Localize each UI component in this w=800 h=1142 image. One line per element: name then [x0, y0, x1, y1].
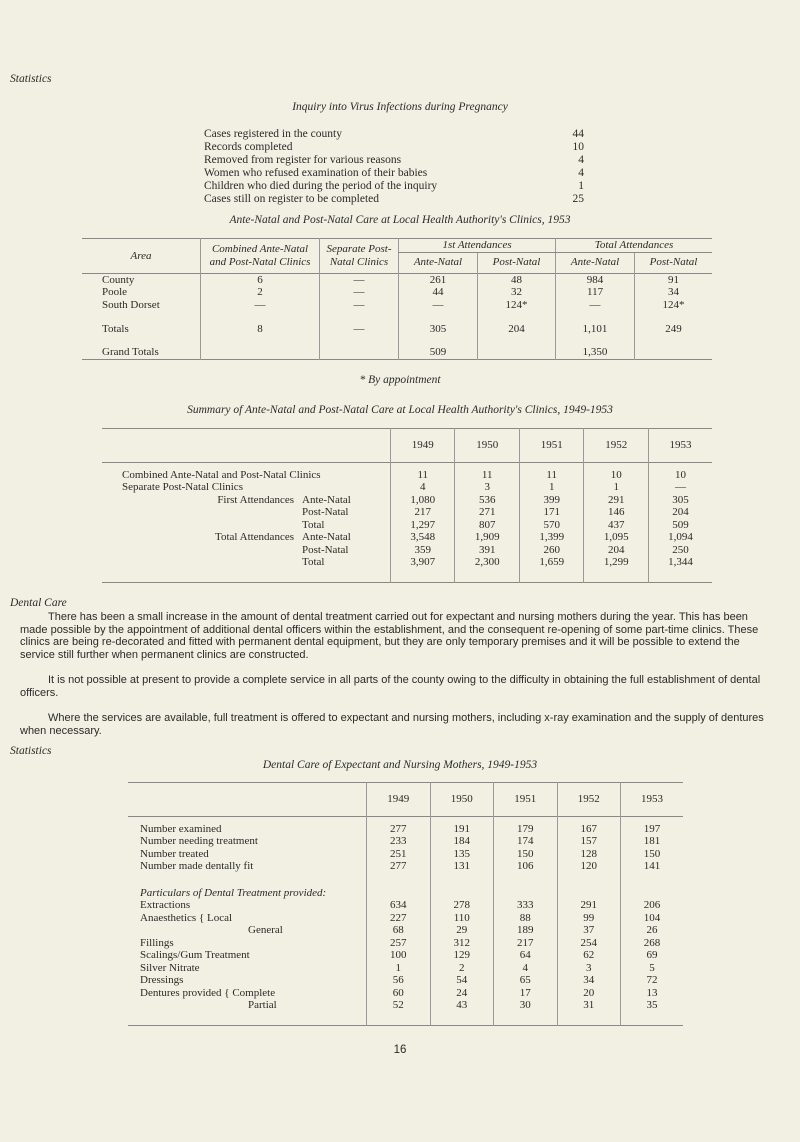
row-name: Ante-Natal [302, 493, 351, 506]
cell [201, 335, 320, 359]
cell: 570 [519, 519, 583, 532]
row-name: Ante-Natal [302, 531, 351, 543]
table-row [128, 912, 683, 925]
row-name: Dressings [140, 974, 184, 986]
row-label [102, 494, 391, 507]
table2-title: Summary of Ante-Natal and Post-Natal Care at Local Health Authority's Clinics, 1949-1953 [187, 404, 613, 416]
row-label [102, 531, 391, 544]
cell: 509 [399, 335, 478, 359]
inquiry-title: Inquiry into Virus Infections during Pregnancy [292, 101, 508, 113]
row-label: South Dorset [102, 298, 160, 311]
cell: 11 [391, 469, 455, 482]
spacer-cell [519, 569, 583, 583]
year-header: 1952 [557, 783, 621, 817]
table-row [128, 999, 683, 1012]
table-row [102, 506, 712, 519]
cell: 4 [391, 481, 455, 494]
inquiry-value: 1 [578, 180, 584, 192]
subheading: Particulars of Dental Treatment provided: [140, 886, 327, 899]
spacer-cell [621, 1012, 684, 1026]
spacer-cell [430, 1012, 494, 1026]
cell: 10 [648, 469, 712, 482]
table-row [102, 481, 712, 494]
cell: 20 [557, 987, 621, 1000]
spacer-cell [367, 1012, 431, 1026]
inquiry-item [204, 167, 584, 180]
blank-cell [621, 873, 684, 900]
cell: 251 [367, 848, 431, 861]
col-first-post: Post-Natal [477, 252, 555, 273]
row-name: Scalings/Gum Treatment [140, 949, 250, 961]
cell: 312 [430, 937, 494, 950]
table-row [82, 286, 712, 299]
cell: 54 [430, 974, 494, 987]
inquiry-value: 25 [572, 193, 584, 205]
cell: 167 [557, 823, 621, 836]
cell: 128 [557, 848, 621, 861]
table1-title: Ante-Natal and Post-Natal Care at Local Health Authority's Clinics, 1953 [229, 214, 571, 226]
cell: 69 [621, 949, 684, 962]
cell: 34 [557, 974, 621, 987]
cell: 260 [519, 544, 583, 557]
dental-heading: Dental Care [10, 597, 67, 609]
spacer-cell [648, 569, 712, 583]
cell: 141 [621, 860, 684, 873]
cell: 217 [391, 506, 455, 519]
cell: 3,548 [391, 531, 455, 544]
cell: 17 [494, 987, 558, 1000]
cell: 4 [494, 962, 558, 975]
row-name: Combined Ante-Natal and Post-Natal Clinics [122, 468, 321, 481]
cell: 807 [455, 519, 519, 532]
cell: 277 [367, 823, 431, 836]
year-header: 1949 [367, 783, 431, 817]
cell: 261 [399, 273, 478, 286]
cell: 174 [494, 835, 558, 848]
cell: 124* [477, 299, 555, 312]
cell: 1,095 [584, 531, 648, 544]
cell: — [320, 311, 399, 335]
ante-post-natal-table [82, 238, 712, 360]
cell: 72 [621, 974, 684, 987]
cell: 291 [557, 899, 621, 912]
inquiry-item [204, 141, 584, 154]
table-row [102, 556, 712, 569]
cell: 44 [399, 286, 478, 299]
row-label: Poole [102, 286, 128, 298]
cell: 106 [494, 860, 558, 873]
cell: 227 [367, 912, 431, 925]
inquiry-value: 4 [578, 154, 584, 166]
cell: 1,094 [648, 531, 712, 544]
cell: 91 [635, 273, 712, 286]
cell: 257 [367, 937, 431, 950]
cell [635, 335, 712, 359]
cell: 131 [430, 860, 494, 873]
row-name: Post-Natal [302, 543, 349, 556]
year-header: 1951 [494, 783, 558, 817]
spacer-cell [557, 1012, 621, 1026]
cell: 3,907 [391, 556, 455, 569]
cell: 32 [477, 286, 555, 299]
cell: — [320, 299, 399, 312]
cell [320, 335, 399, 359]
cell: 291 [584, 494, 648, 507]
cell: 181 [621, 835, 684, 848]
table-row [128, 937, 683, 950]
table-row [82, 311, 712, 335]
cell: 150 [621, 848, 684, 861]
inquiry-value: 10 [572, 141, 584, 153]
row-name: Separate Post-Natal Clinics [122, 481, 243, 493]
row-name: Fillings [140, 936, 174, 949]
cell: 2 [201, 286, 320, 299]
row-group: Total Attendances [215, 531, 294, 543]
cell: 1,297 [391, 519, 455, 532]
header-row [102, 429, 712, 463]
cell: 1,909 [455, 531, 519, 544]
spacer [128, 1012, 683, 1026]
cell: — [320, 273, 399, 286]
cell: 104 [621, 912, 684, 925]
spacer-cell [128, 1012, 367, 1026]
cell: 135 [430, 848, 494, 861]
inquiry-item [204, 193, 584, 206]
table-row [128, 860, 683, 873]
cell: 1,659 [519, 556, 583, 569]
spacer-cell [494, 1012, 558, 1026]
table-row [128, 848, 683, 861]
cell: — [556, 299, 635, 312]
table-row [128, 949, 683, 962]
inquiry-item [204, 154, 584, 167]
cell: 171 [519, 506, 583, 519]
inquiry-item [204, 180, 584, 193]
cell: 34 [635, 286, 712, 299]
row-name: Number needing treatment [140, 835, 258, 847]
table-row [82, 273, 712, 286]
table-row [102, 544, 712, 557]
cell: 278 [430, 899, 494, 912]
page-number: 16 [393, 1044, 407, 1056]
cell: 35 [621, 999, 684, 1012]
cell: 249 [635, 311, 712, 335]
row-name: Silver Nitrate [140, 961, 200, 974]
cell: 254 [557, 937, 621, 950]
cell: 157 [557, 835, 621, 848]
cell: 120 [557, 860, 621, 873]
cell: 204 [477, 311, 555, 335]
subheading-row [128, 873, 683, 900]
header-row [128, 783, 683, 817]
inquiry-label: Women who refused examination of their babies [204, 167, 428, 179]
table-row [82, 299, 712, 312]
cell: 305 [648, 494, 712, 507]
header-blank [102, 429, 391, 463]
col-area: Area [130, 249, 152, 262]
dental-paragraph-1: There has been a small increase in the amount of dental treatment carried out for expectant and nursing mothers during the year. This has been made possible by the appointment of additional dental officers within the establishment, and the consequent re-opening of some part-time clinics. These clinics are being re-decorated and fitted with permanent dental equipment, but they are only temporary premises and it will be possible to extend the service still further when permanent clinics are constructed. [20, 611, 759, 661]
cell: 62 [557, 949, 621, 962]
row-label [128, 987, 367, 1000]
cell: 359 [391, 544, 455, 557]
table-row [128, 924, 683, 937]
cell: 437 [584, 519, 648, 532]
row-label [128, 937, 367, 950]
cell: 509 [648, 519, 712, 532]
inquiry-label: Records completed [204, 141, 293, 153]
header-blank [128, 783, 367, 817]
spacer-cell [584, 569, 648, 583]
cell: 48 [477, 273, 555, 286]
cell: — [320, 286, 399, 299]
cell: 1 [367, 962, 431, 975]
inquiry-list [204, 128, 584, 206]
row-name: Total [302, 556, 325, 568]
row-label [102, 469, 391, 482]
cell: 64 [494, 949, 558, 962]
cell [477, 335, 555, 359]
cell: 5 [621, 962, 684, 975]
cell: 277 [367, 860, 431, 873]
cell: 536 [455, 494, 519, 507]
cell: 6 [201, 273, 320, 286]
cell: 65 [494, 974, 558, 987]
row-label [128, 962, 367, 975]
row-label [102, 481, 391, 494]
cell: 24 [430, 987, 494, 1000]
cell: 3 [557, 962, 621, 975]
table-row [102, 469, 712, 482]
row-label [102, 506, 391, 519]
cell: 52 [367, 999, 431, 1012]
cell: 333 [494, 899, 558, 912]
year-header: 1951 [519, 429, 583, 463]
row-label [128, 848, 367, 861]
cell: 88 [494, 912, 558, 925]
blank-cell [494, 873, 558, 900]
cell: 233 [367, 835, 431, 848]
inquiry-label: Removed from register for various reasons [204, 154, 402, 166]
cell: 26 [621, 924, 684, 937]
inquiry-value: 44 [572, 128, 584, 140]
row-label [128, 974, 367, 987]
dental-paragraph-3: Where the services are available, full treatment is offered to expectant and nursing mothers, including x-ray examination and the supply of dentures when necessary. [20, 712, 764, 737]
spacer-cell [102, 569, 391, 583]
blank-cell [367, 873, 431, 900]
cell: 271 [455, 506, 519, 519]
cell: 11 [519, 469, 583, 482]
row-name: Anaesthetics { Local [140, 911, 233, 924]
row-label [102, 519, 391, 532]
cell: 8 [201, 311, 320, 335]
cell: 206 [621, 899, 684, 912]
row-name: Dentures provided { Complete [140, 986, 276, 999]
cell: 1,101 [556, 311, 635, 335]
row-label: Grand Totals [102, 346, 159, 358]
table-row [128, 962, 683, 975]
spacer [102, 569, 712, 583]
spacer-cell [391, 569, 455, 583]
cell: 150 [494, 848, 558, 861]
cell: 204 [584, 544, 648, 557]
dental-care-table [128, 782, 683, 1026]
cell: 2,300 [455, 556, 519, 569]
cell: 204 [648, 506, 712, 519]
table-row [102, 531, 712, 544]
year-header: 1949 [391, 429, 455, 463]
row-name: Number examined [140, 822, 222, 835]
inquiry-value: 4 [578, 167, 584, 179]
row-label: Totals [102, 322, 129, 335]
cell: 3 [455, 481, 519, 494]
cell: 984 [556, 273, 635, 286]
footnote: * By appointment [359, 374, 441, 386]
col-first: 1st Attendances [399, 239, 556, 253]
cell: 191 [430, 823, 494, 836]
cell: 399 [519, 494, 583, 507]
cell: 2 [430, 962, 494, 975]
cell: 129 [430, 949, 494, 962]
cell: 268 [621, 937, 684, 950]
dental-paragraph-2: It is not possible at present to provide a complete service in all parts of the county owing to the difficulty in obtaining the full establishment of dental officers. [20, 674, 761, 699]
blank-cell [430, 873, 494, 900]
cell: 99 [557, 912, 621, 925]
cell: 31 [557, 999, 621, 1012]
row-label [128, 835, 367, 848]
cell: 60 [367, 987, 431, 1000]
cell: 1 [519, 481, 583, 494]
cell: 68 [367, 924, 431, 937]
cell: 250 [648, 544, 712, 557]
col-separate: Separate Post-Natal Clinics [320, 239, 399, 274]
table3-title: Dental Care of Expectant and Nursing Mothers, 1949-1953 [262, 759, 538, 771]
row-label [128, 899, 367, 912]
cell: 1,399 [519, 531, 583, 544]
year-header: 1950 [430, 783, 494, 817]
row-name: Number treated [140, 847, 209, 860]
spacer-cell [455, 569, 519, 583]
row-label: County [102, 273, 135, 286]
inquiry-label: Cases still on register to be completed [204, 193, 380, 205]
table-row [128, 835, 683, 848]
cell: — [399, 299, 478, 312]
summary-table [102, 428, 712, 583]
inquiry-label: Cases registered in the county [204, 128, 342, 140]
cell: 1,299 [584, 556, 648, 569]
cell: 1 [584, 481, 648, 494]
row-label [128, 949, 367, 962]
col-combined: Combined Ante-Natal and Post-Natal Clinics [201, 239, 320, 274]
year-header: 1952 [584, 429, 648, 463]
cell: 124* [635, 299, 712, 312]
blank-cell [557, 873, 621, 900]
col-total-post: Post-Natal [635, 252, 712, 273]
row-name: Extractions [140, 899, 191, 911]
cell: 56 [367, 974, 431, 987]
cell: 117 [556, 286, 635, 299]
cell: 29 [430, 924, 494, 937]
table-row [128, 987, 683, 1000]
row-group: First Attendances [217, 493, 294, 506]
cell: 179 [494, 823, 558, 836]
row-name: Post-Natal [302, 506, 349, 518]
cell: — [201, 299, 320, 312]
cell: 305 [399, 311, 478, 335]
table-row [102, 494, 712, 507]
cell: 10 [584, 469, 648, 482]
inquiry-item [204, 128, 584, 141]
cell: 100 [367, 949, 431, 962]
year-header: 1950 [455, 429, 519, 463]
row-name: Number made dentally fit [140, 860, 254, 872]
row-name: General [248, 924, 283, 936]
cell: 110 [430, 912, 494, 925]
row-label [102, 556, 391, 569]
row-label [128, 912, 367, 925]
cell: 634 [367, 899, 431, 912]
cell: 217 [494, 937, 558, 950]
cell: 391 [455, 544, 519, 557]
cell: — [648, 481, 712, 494]
row-label [102, 544, 391, 557]
table-row [102, 519, 712, 532]
cell: 184 [430, 835, 494, 848]
col-total-ante: Ante-Natal [556, 252, 635, 273]
cell: 197 [621, 823, 684, 836]
inquiry-label: Children who died during the period of the inquiry [204, 180, 438, 192]
row-name: Total [302, 518, 325, 531]
col-first-ante: Ante-Natal [399, 252, 478, 273]
row-label [128, 999, 367, 1012]
cell: 30 [494, 999, 558, 1012]
table-row [82, 335, 712, 359]
cell: 1,344 [648, 556, 712, 569]
section-label-2: Statistics [10, 745, 52, 757]
cell: 1,350 [556, 335, 635, 359]
cell: 189 [494, 924, 558, 937]
cell: 37 [557, 924, 621, 937]
row-label [128, 924, 367, 937]
cell: 43 [430, 999, 494, 1012]
col-total: Total Attendances [556, 239, 712, 253]
cell: 13 [621, 987, 684, 1000]
cell: 11 [455, 469, 519, 482]
cell: 1,080 [391, 494, 455, 507]
table-row [128, 823, 683, 836]
row-label [128, 823, 367, 836]
cell: 146 [584, 506, 648, 519]
table-row [128, 899, 683, 912]
row-name: Partial [248, 999, 277, 1011]
year-header: 1953 [621, 783, 684, 817]
row-label [128, 860, 367, 873]
section-label: Statistics [10, 73, 52, 85]
year-header: 1953 [648, 429, 712, 463]
table-row [128, 974, 683, 987]
